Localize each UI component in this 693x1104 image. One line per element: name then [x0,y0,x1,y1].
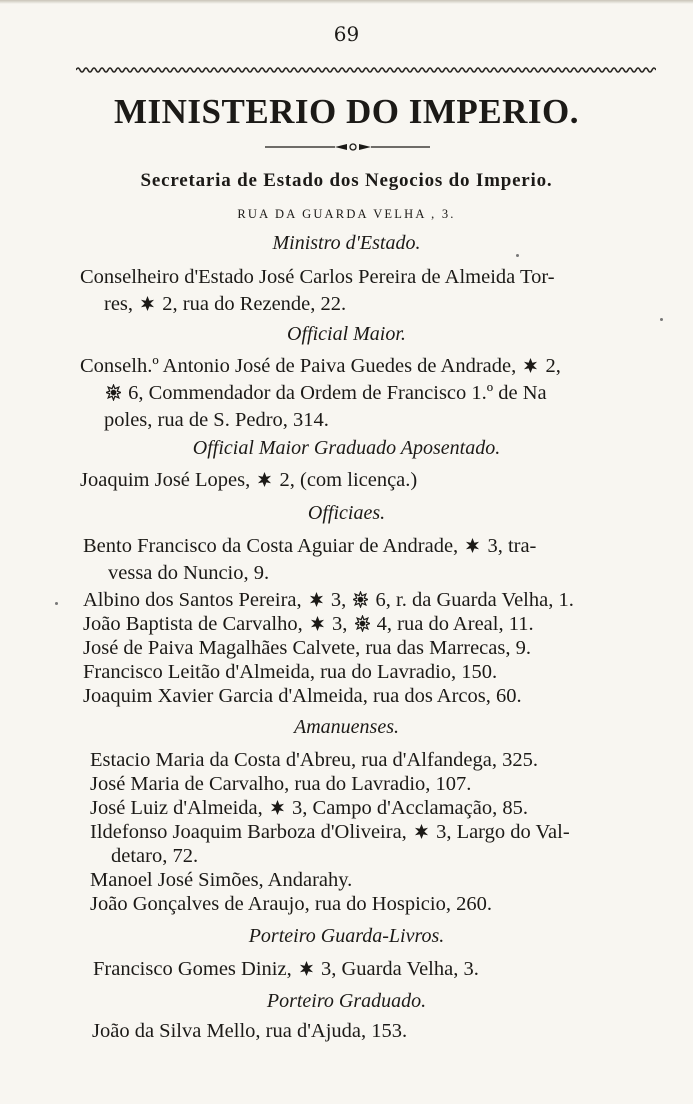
entry-line: Manoel José Simões, Andarahy. [90,869,353,891]
section-ministro: Ministro d'Estado. [272,232,421,254]
maltese-cross-icon [523,357,538,374]
rose-order-icon [106,384,121,401]
entry-line [93,958,479,981]
maltese-cross-icon [414,823,429,840]
entry-text: 6, Commendador da Ordem de Francisco 1.º de Na [128,382,547,404]
maltese-cross-icon [309,591,324,608]
entry-text: 3, Campo d'Acclamação, 85. [292,797,528,819]
entry-text: Francisco Gomes Diniz, [93,958,292,980]
entry-line: João da Silva Mello, rua d'Ajuda, 153. [92,1020,408,1042]
section-officiaes: Officiaes. [307,502,386,524]
entry-text: 2, rua do Rezende, 22. [162,293,347,315]
entry-line [83,613,534,636]
maltese-cross-icon [140,295,155,312]
entry-text: 3, Largo do Val- [436,821,570,843]
section-official-graduado: Official Maior Graduado Aposentado. [192,437,501,459]
entry-line [90,797,528,820]
maltese-cross-icon [299,960,314,977]
entry-line: Conselheiro d'Estado José Carlos Pereira de Almeida Tor- [80,266,555,288]
entry-text: Joaquim José Lopes, [80,469,251,491]
ornament-divider [265,140,430,154]
maltese-cross-icon [257,471,272,488]
entry-line [83,589,574,612]
entry-line: João Gonçalves de Araujo, rua do Hospicio, 260. [90,893,492,915]
subtitle: Secretaria de Estado dos Negocios do Imperio. [140,170,553,191]
entry-text: 3, Guarda Velha, 3. [320,958,479,980]
wavy-rule [76,66,656,74]
entry-text: 4, rua do Areal, 11. [376,613,534,635]
entry-line: Joaquim Xavier Garcia d'Almeida, rua dos Arcos, 60. [83,685,522,707]
entry-text: 2, [545,355,561,377]
entry-text: 6, r. da Guarda Velha, 1. [375,589,574,611]
maltese-cross-icon [270,799,285,816]
entry-line: José de Paiva Magalhães Calvete, rua das Marrecas, 9. [83,637,531,659]
section-porteiro-guarda-livros: Porteiro Guarda-Livros. [248,925,445,947]
page-edge [0,0,693,4]
rose-order-icon [353,591,368,608]
paper-speck [516,254,519,257]
entry-text: Conselh.º Antonio José de Paiva Guedes de Andrade, [80,355,517,377]
entry-line [104,293,346,316]
entry-text: Bento Francisco da Costa Aguiar de Andrade, [83,535,459,557]
entry-line: poles, rua de S. Pedro, 314. [104,409,329,431]
paper-speck [660,318,663,321]
entry-line: Francisco Leitão d'Almeida, rua do Lavradio, 150. [83,661,498,683]
page-number: 69 [333,22,360,46]
rose-order-icon [355,615,370,632]
section-amanuenses: Amanuenses. [294,716,399,738]
entry-line: vessa do Nuncio, 9. [108,562,270,584]
entry-line [80,355,561,378]
entry-text: res, [104,293,134,315]
entry-line: José Maria de Carvalho, rua do Lavradio, 107. [90,773,472,795]
entry-text: 2, (com licença.) [279,469,418,491]
entry-text: Ildefonso Joaquim Barboza d'Oliveira, [90,821,407,843]
entry-text: 3, [332,613,348,635]
entry-text: 3, [330,589,347,611]
page-title: MINISTERIO DO IMPERIO. [113,92,580,131]
maltese-cross-icon [310,615,325,632]
entry-line: Estacio Maria da Costa d'Abreu, rua d'Alfandega, 325. [90,749,538,771]
address: RUA DA GUARDA VELHA , 3. [237,207,456,221]
entry-text: José Luiz d'Almeida, [90,797,263,819]
entry-line [90,821,570,844]
entry-line [104,382,547,405]
entry-line: detaro, 72. [111,845,199,867]
entry-line [83,535,536,558]
entry-text: 3, tra- [487,535,537,557]
entry-text: Albino dos Santos Pereira, [83,589,302,611]
entry-line [80,469,417,492]
section-official-maior: Official Maior. [287,323,406,345]
section-porteiro-graduado: Porteiro Graduado. [266,990,427,1012]
maltese-cross-icon [465,537,480,554]
entry-text: João Baptista de Carvalho, [83,613,303,635]
paper-speck [55,602,58,605]
